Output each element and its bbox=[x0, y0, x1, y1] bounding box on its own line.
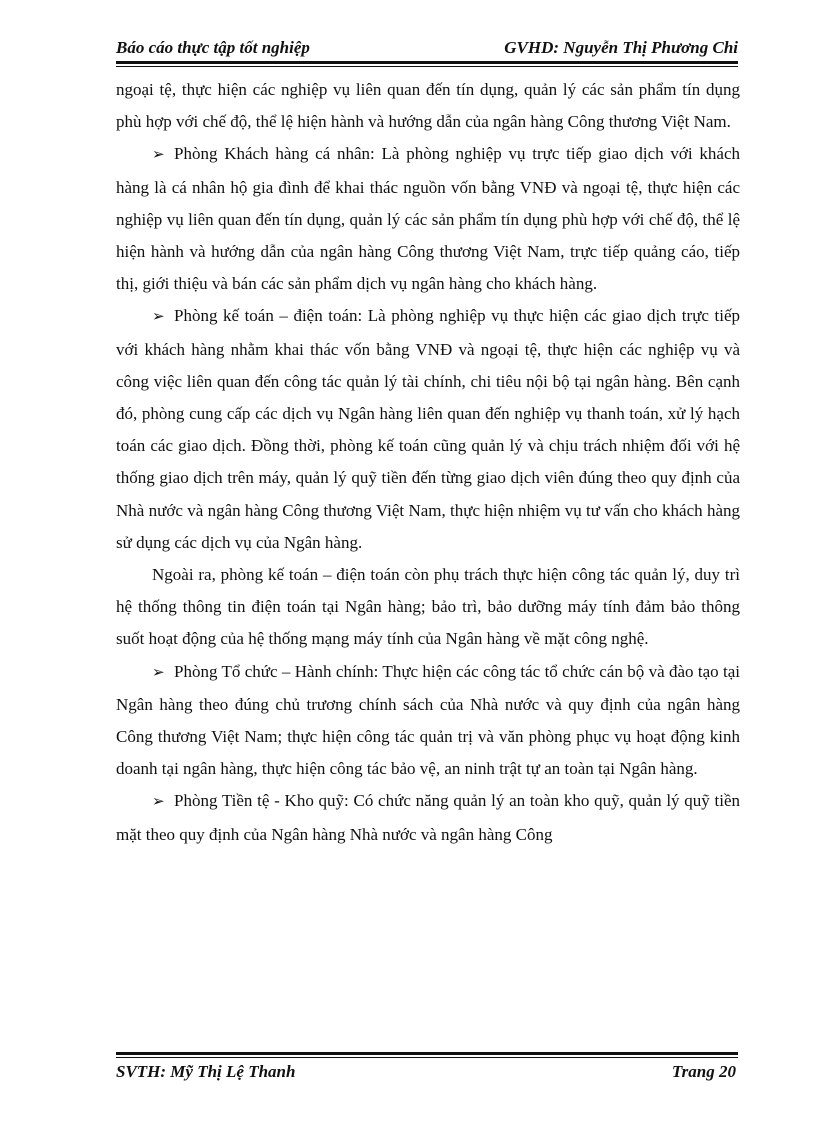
page-number: Trang 20 bbox=[671, 1062, 736, 1081]
paragraph-text: Phòng Tổ chức – Hành chính: Thực hiện các công tác tổ chức cán bộ và đào tạo tại Ngân hàng theo đúng chủ trương chính sách của Nhà nước và quy định của ngân hàng Công thương Việt Nam; thực hiện công tác quản trị và văn phòng phục vụ hoạt động kinh doanh tại ngân hàng, thực hiện công tác bảo vệ, an ninh trật tự an toàn tại Ngân hàng. bbox=[116, 661, 740, 779]
footer-student: SVTH: Mỹ Thị Lệ Thanh bbox=[116, 1062, 296, 1081]
arrow-bullet-icon: ➢ bbox=[152, 794, 165, 811]
footer-rule-thick bbox=[116, 1052, 738, 1055]
arrow-bullet-icon: ➢ bbox=[152, 309, 165, 326]
page-footer bbox=[116, 1062, 736, 1082]
bullet-paragraph-personal-customers bbox=[116, 138, 740, 300]
paragraph-accounting-extra: Ngoài ra, phòng kế toán – điện toán còn phụ trách thực hiện công tác quản lý, duy trì hệ thống thông tin điện toán tại Ngân hàng; bảo trì, bảo dưỡng máy tính đảm bảo thông suốt hoạt động của hệ thống mạng máy tính của Ngân hàng về mặt công nghệ. bbox=[116, 565, 740, 649]
header-rule-thin bbox=[116, 66, 738, 67]
header-report-title: Báo cáo thực tập tốt nghiệp bbox=[116, 38, 310, 57]
paragraph-continuation: ngoại tệ, thực hiện các nghiệp vụ liên quan đến tín dụng, quản lý các sản phẩm tín dụng phù hợp với chế độ, thể lệ hiện hành và hướng dẫn của ngân hàng Công thương Việt Nam. bbox=[116, 80, 740, 132]
bullet-paragraph-accounting bbox=[116, 300, 740, 559]
paragraph-text: Phòng Khách hàng cá nhân: Là phòng nghiệp vụ trực tiếp giao dịch với khách hàng là cá nhân hộ gia đình để khai thác nguồn vốn bằng VNĐ và ngoại tệ, thực hiện các nghiệp vụ liên quan đến tín dụng, quản lý các sản phẩm tín dụng phù hợp với chế độ, thể lệ hiện hành và hướng dẫn của ngân hàng Công thương Việt Nam, trực tiếp quảng cáo, tiếp thị, giới thiệu và bán các sản phẩm dịch vụ ngân hàng cho khách hàng. bbox=[116, 144, 740, 294]
arrow-bullet-icon: ➢ bbox=[152, 664, 165, 681]
paragraph-text: Phòng kế toán – điện toán: Là phòng nghiệp vụ thực hiện các giao dịch trực tiếp với khách hàng nhằm khai thác vốn bằng VNĐ và ngoại tệ, thực hiện các nghiệp vụ và công việc liên quan đến công tác quản lý tài chính, chi tiêu nội bộ tại ngân hàng. Bên cạnh đó, phòng cung cấp các dịch vụ Ngân hàng liên quan đến nghiệp vụ thanh toán, xử lý hạch toán các giao dịch. Đồng thời, phòng kế toán cũng quản lý và chịu trách nhiệm đối với hệ thống giao dịch trên máy, quản lý quỹ tiền đến từng giao dịch viên đúng theo quy định của Nhà nước và ngân hàng Công thương Việt Nam, thực hiện nhiệm vụ tư vấn cho khách hàng sử dụng các dịch vụ của Ngân hàng. bbox=[116, 306, 740, 552]
bullet-paragraph-organization bbox=[116, 656, 740, 786]
page-header bbox=[116, 38, 738, 58]
header-rule-thick bbox=[116, 61, 738, 64]
footer-rule-thin bbox=[116, 1057, 738, 1058]
body-text bbox=[116, 74, 740, 851]
header-supervisor: GVHD: Nguyễn Thị Phương Chi bbox=[504, 38, 738, 57]
arrow-bullet-icon: ➢ bbox=[152, 147, 165, 164]
paragraph-text: Phòng Tiền tệ - Kho quỹ: Có chức năng quản lý an toàn kho quỹ, quản lý quỹ tiền mặt theo quy định của Ngân hàng Nhà nước và ngân hàng Công bbox=[116, 791, 740, 844]
bullet-paragraph-treasury bbox=[116, 785, 740, 850]
